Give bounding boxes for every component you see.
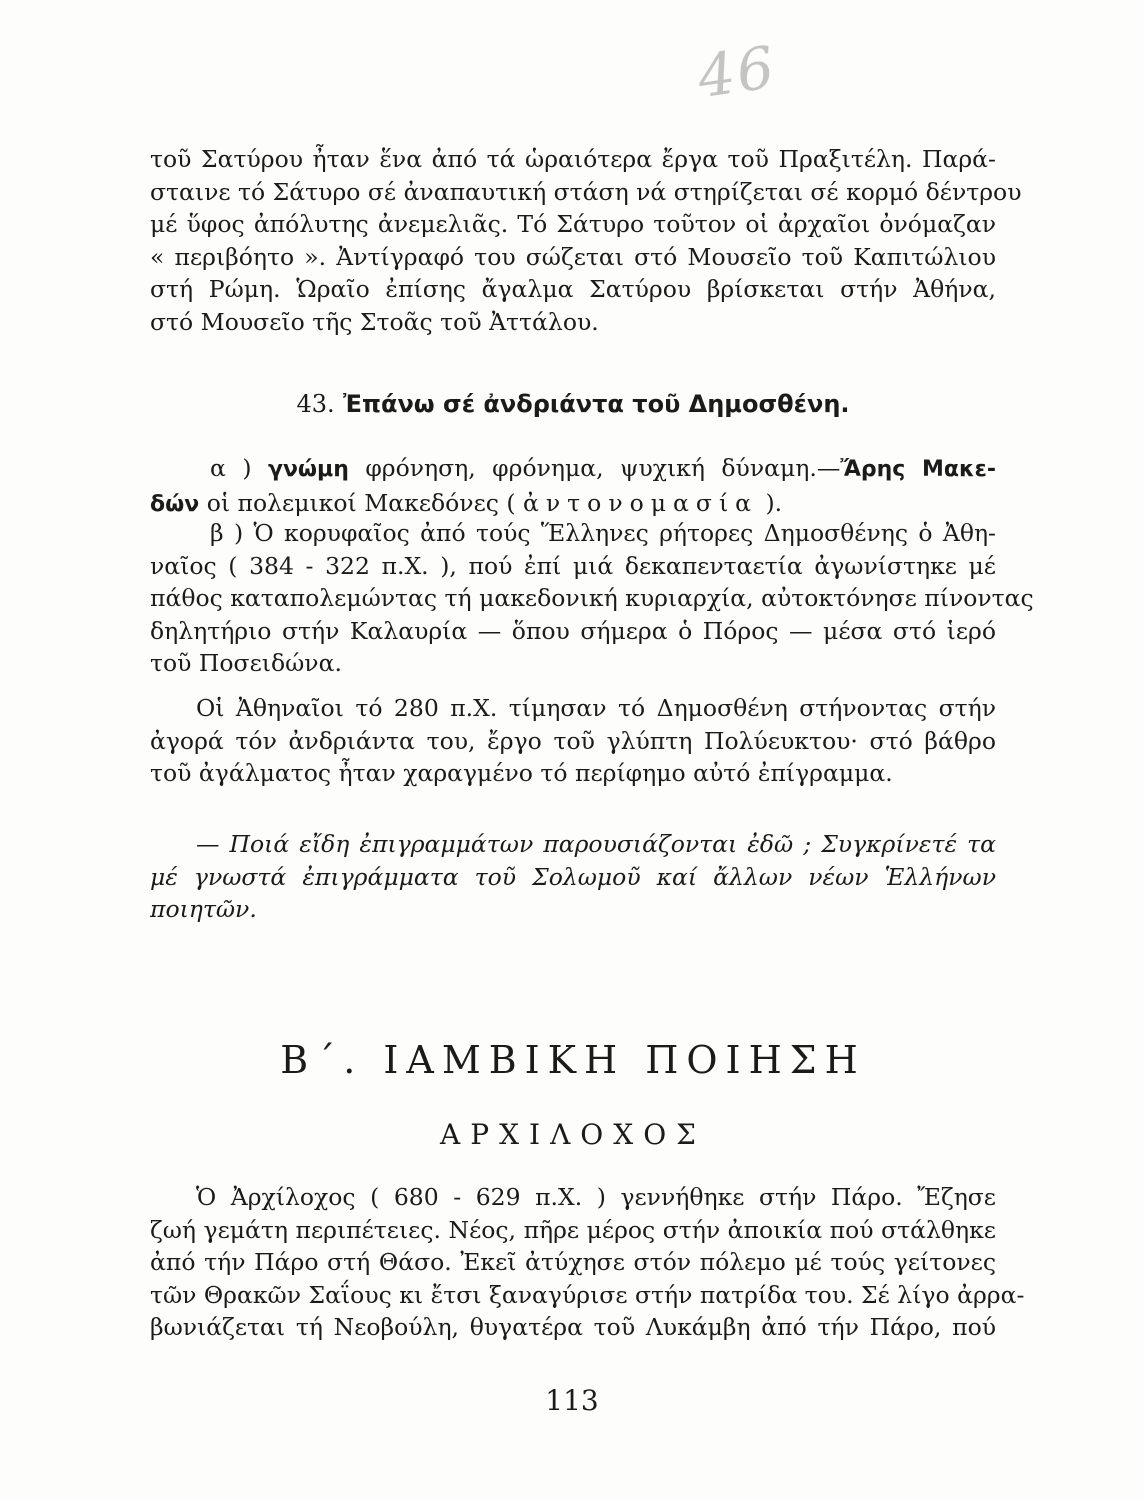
text-line: δηλητήριο στήν Καλαυρία — ὅπου σήμερα ὁ Πόρος — μέσα στό ἱερό xyxy=(150,616,996,645)
term-gnome: γνώμη xyxy=(267,457,349,482)
term-antonomasia: ἀντονομασία xyxy=(523,488,759,517)
note-a-text: οἱ πολεμικοί Μακεδόνες ( xyxy=(199,488,524,517)
handwritten-page-number: 46 xyxy=(693,32,781,112)
text-line: Ὁ Ἀρχίλοχος ( 680 - 629 π.Χ. ) γεννήθηκε στήν Πάρο. Ἔζησε xyxy=(196,1183,996,1211)
part-heading: Β΄. ΙΑΜΒΙΚΗ ΠΟΙΗΣΗ xyxy=(280,1038,866,1082)
question-block xyxy=(150,828,996,926)
term-don: δών xyxy=(150,491,200,517)
text-line: στό Μουσεῖο τῆς Στοᾶς τοῦ Ἀττάλου. xyxy=(150,307,599,336)
text-line: Οἱ Ἀθηναῖοι τό 280 π.Χ. τίμησαν τό Δημοσθένη στήνοντας στήν xyxy=(196,694,996,722)
paragraph-satyr xyxy=(150,143,1022,338)
note-a-line-1 xyxy=(150,452,996,487)
text-line: ἀγορά τόν ἀνδριάντα του, ἔργο τοῦ γλύπτη Πολύευκτου· στό βάθρο xyxy=(150,726,996,755)
note-a-label: α ) xyxy=(210,454,252,482)
text-line: τῶν Θρακῶν Σαΐους κι ἔτσι ξαναγύρισε στήν πατρίδα του. Σέ λίγο ἀρρα- xyxy=(150,1280,1025,1309)
text-line: τοῦ Σατύρου ἦταν ἕνα ἀπό τά ὡραιότερα ἔργα τοῦ Πραξιτέλη. Παρά- xyxy=(150,145,996,173)
text-line: πάθος καταπολεμώντας τή μακεδονική κυριαρχία, αὐτοκτόνησε πίνοντας xyxy=(150,584,1034,612)
page-number: 113 xyxy=(545,1384,599,1417)
text-line: στή Ρώμη. Ὡραῖο ἐπίσης ἄγαλμα Σατύρου βρίσκεται στήν Ἀθήνα, xyxy=(150,275,996,303)
note-a-text: ). xyxy=(758,488,783,517)
section-number: 43. xyxy=(296,390,335,418)
note-a xyxy=(150,452,996,521)
author-heading: ΑΡΧΙΛΟΧΟΣ xyxy=(440,1118,706,1151)
text-line: βωνιάζεται τή Νεοβούλη, θυγατέρα τοῦ Λυκάμβη ἀπό τήν Πάρο, πού xyxy=(150,1313,996,1341)
text-line: — Ποιά εἴδη ἐπιγραμμάτων παρουσιάζονται ἐδῶ ; Συγκρίνετέ τα xyxy=(196,830,996,858)
term-ares: Ἄρης Μακε- xyxy=(840,457,997,482)
note-a-line-2 xyxy=(150,487,996,522)
note-a-text: φρόνηση, φρόνημα, ψυχική δύναμη.— xyxy=(348,454,841,482)
paragraph-athenians xyxy=(150,692,996,790)
text-line: ναῖος ( 384 - 322 π.Χ. ), πού ἐπί μιά δεκαπενταετία ἀγωνίστηκε μέ xyxy=(150,551,996,580)
text-line: ἀπό τήν Πάρο στή Θάσο. Ἐκεῖ ἀτύχησε στόν πόλεμο μέ τούς γείτονες xyxy=(150,1248,996,1276)
note-b xyxy=(150,517,1034,680)
text-line: « περιβόητο ». Ἀντίγραφό του σώζεται στό Μουσεῖο τοῦ Καπιτώλιου xyxy=(150,242,996,271)
text-line: τοῦ ἀγάλματος ἦταν χαραγμένο τό περίφημο αὐτό ἐπίγραμμα. xyxy=(150,759,893,787)
text-line: μέ ὕφος ἀπόλυτης ἀνεμελιᾶς. Τό Σάτυρο τοῦτον οἱ ἀρχαῖοι ὀνόμαζαν xyxy=(150,210,996,238)
paragraph-archilochus xyxy=(150,1181,1025,1344)
text-line: β ) Ὁ κορυφαῖος ἀπό τούς Ἕλληνες ρήτορες Δημοσθένης ὁ Ἀθη- xyxy=(210,519,996,547)
section-title: Ἐπάνω σέ ἀνδριάντα τοῦ Δημοσθένη. xyxy=(342,390,850,418)
text-line: τοῦ Ποσειδώνα. xyxy=(150,649,342,677)
section-heading-43 xyxy=(150,390,996,418)
text-line: σταινε τό Σάτυρο σέ ἀναπαυτική στάση νά στηρίζεται σέ κορμό δέντρου xyxy=(150,177,1022,206)
text-line: μέ γνωστά ἐπιγράμματα τοῦ Σολωμοῦ καί ἄλλων νέων Ἑλλήνων xyxy=(150,862,996,891)
text-line: ζωή γεμάτη περιπέτειες. Νέος, πῆρε μέρος στήν ἀποικία πού στάλθηκε xyxy=(150,1215,996,1244)
text-line: ποιητῶν. xyxy=(150,895,257,923)
